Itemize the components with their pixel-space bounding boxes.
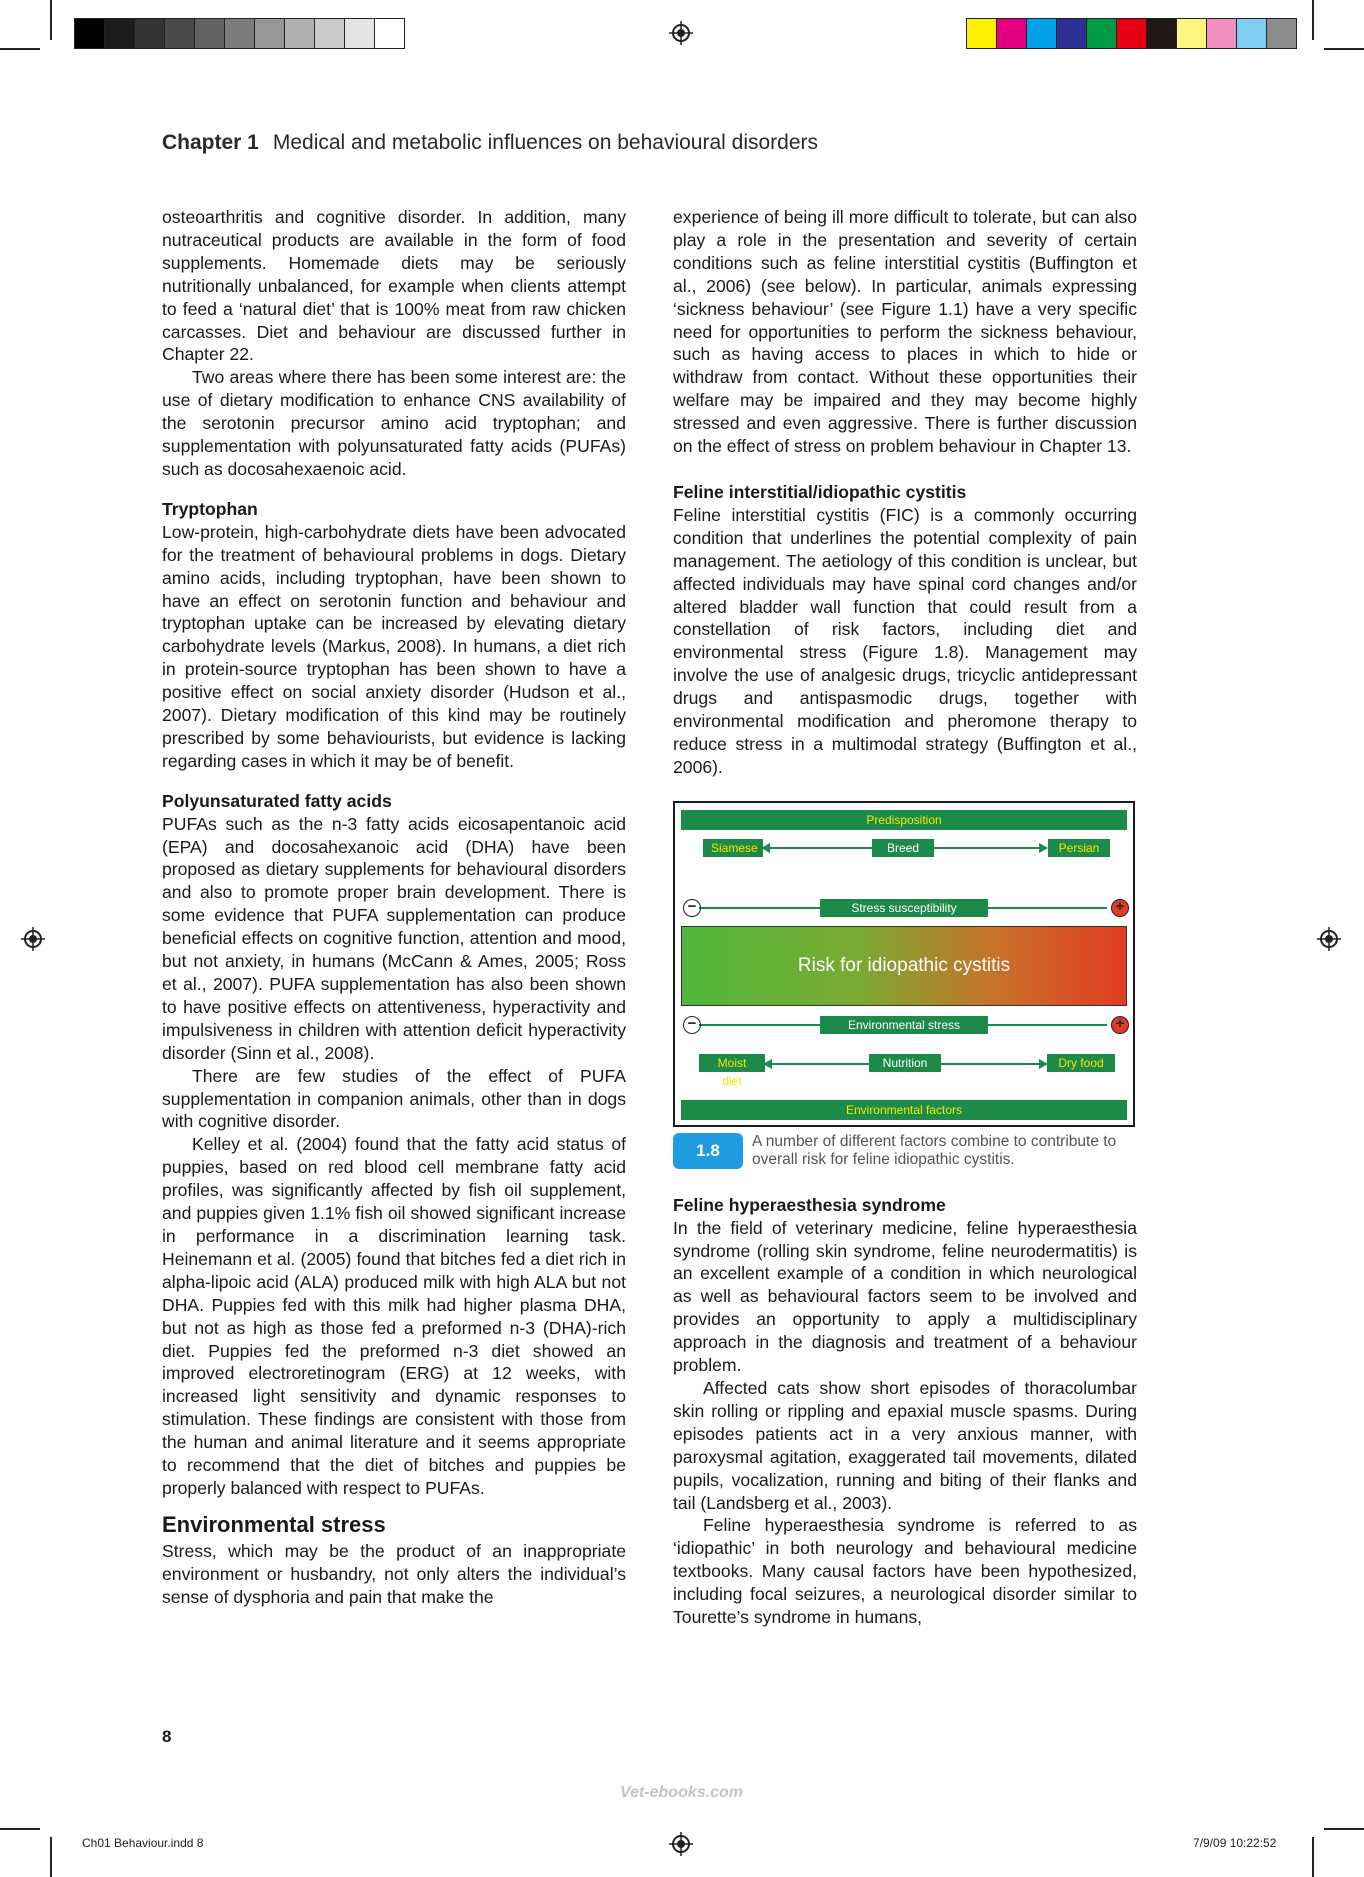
color-swatch: [225, 19, 255, 48]
gray-swatch-strip: [74, 18, 405, 49]
color-swatch: [255, 19, 285, 48]
color-swatch: [1177, 19, 1207, 48]
watermark: Vet-ebooks.com: [620, 1784, 743, 1801]
plus-icon: +: [1111, 1016, 1129, 1034]
color-swatch: [1147, 19, 1177, 48]
crop-mark: [50, 1837, 52, 1877]
risk-gradient-box: Risk for idiopathic cystitis: [681, 926, 1127, 1006]
color-swatch: [1207, 19, 1237, 48]
environmental-factors-bar: Environmental factors: [681, 1100, 1127, 1120]
figure-1-8-diagram: [673, 801, 1135, 1127]
paragraph: Stress, which may be the product of an inappropriate environment or husbandry, not only alters the individual’s sense of dysphoria and pain that make the: [162, 1540, 626, 1607]
moist-diet-label: Moist diet: [699, 1054, 765, 1072]
paragraph: Two areas where there has been some interest are: the use of dietary modification to enhance CNS availability of the serotonin precursor amino acid tryptophan; and supplementation with polyunsaturated fatty acids (PUFAs) such as docosahexaenoic acid.: [162, 367, 626, 479]
paragraph: Affected cats show short episodes of thoracolumbar skin rolling or rippling and epaxial muscle spasms. During episodes patients act in a very anxious manner, with paroxysmal agitation, exaggerated tail movements, dilated pupils, vocalization, running and biting of their flanks and tail (Landsberg et al., 2003).: [673, 1378, 1137, 1513]
registration-mark-icon: [21, 927, 45, 951]
stress-susceptibility-label: Stress susceptibility: [820, 899, 988, 917]
color-swatch: [1237, 19, 1267, 48]
crop-mark: [1324, 1828, 1364, 1830]
chapter-label: Chapter 1: [162, 131, 259, 154]
section-heading: Tryptophan: [162, 498, 258, 519]
color-swatch: [195, 19, 225, 48]
registration-mark-icon: [669, 1832, 693, 1856]
nutrition-label: Nutrition: [869, 1054, 941, 1072]
page-number: 8: [162, 1727, 172, 1746]
left-column: [162, 206, 626, 1609]
color-swatch: [315, 19, 345, 48]
color-swatch: [135, 19, 165, 48]
color-swatch: [1117, 19, 1147, 48]
environmental-stress-label: Environmental stress: [820, 1016, 988, 1034]
paragraph: Feline hyperaesthesia syndrome is referred to as ‘idiopathic’ in both neurology and behavioural medicine textbooks. Many causal factors have been hypothesized, including focal seizures, a neurological disorder similar to Tourette’s syndrome in humans,: [673, 1515, 1137, 1628]
persian-label: Persian: [1048, 839, 1110, 857]
color-swatch: [997, 19, 1027, 48]
dry-food-label: Dry food: [1047, 1054, 1115, 1072]
paragraph: Kelley et al. (2004) found that the fatty acid status of puppies, based on red blood cell membrane fatty acid profiles, was significantly affected by fish oil supplement, and puppies given 1.1% fish oil showed significant increase in performance in a discrimination learning task. Heinemann et al. (2005) found that bitches fed a diet rich in alpha-lipoic acid (ALA) produced milk with high ALA but not DHA. Puppies fed with this milk had higher plasma DHA, but not as high as those fed a preformed n-3 (DHA)-rich diet. Puppies fed the preformed n-3 diet showed an improved electroretinogram (ERG) at 12 weeks, with increased light sensitivity and dynamic responses to stimulation. These findings are consistent with those from the human and animal literature and it seems appropriate to recommend that the diet of bitches and puppies be properly balanced with respect to PUFAs.: [162, 1134, 626, 1498]
section-heading: Environmental stress: [162, 1511, 386, 1537]
color-swatch: [1267, 19, 1296, 48]
crop-mark: [1312, 1837, 1314, 1877]
color-swatch: [345, 19, 375, 48]
crop-mark: [50, 0, 52, 40]
color-swatch: [75, 19, 105, 48]
color-swatch: [165, 19, 195, 48]
color-swatch: [285, 19, 315, 48]
siamese-label: Siamese: [703, 839, 763, 857]
color-swatch: [967, 19, 997, 48]
crop-mark: [0, 1828, 40, 1830]
section-heading: Feline hyperaesthesia syndrome: [673, 1194, 946, 1215]
date-slug: 7/9/09 10:22:52: [1193, 1836, 1277, 1850]
running-head: [162, 131, 818, 155]
crop-mark: [1324, 48, 1364, 50]
figure-caption: [673, 1133, 1137, 1170]
crop-mark: [0, 48, 40, 50]
color-swatch: [105, 19, 135, 48]
plus-icon: +: [1111, 899, 1129, 917]
paragraph: In the field of veterinary medicine, feline hyperaesthesia syndrome (rolling skin syndrome, feline neurodermatitis) is an excellent example of a condition in which neurological as well as behavioural factors seem to be involved and provides an opportunity to apply a multidisciplinary approach in the diagnosis and treatment of a behaviour problem.: [673, 1217, 1137, 1376]
paragraph: Feline interstitial cystitis (FIC) is a commonly occurring condition that underlines the potential complexity of pain management. The aetiology of this condition is unclear, but affected individuals may have spinal cord changes and/or altered bladder wall function that could result from a constellation of risk factors, including diet and environmental stress (Figure 1.8). Management may involve the use of analgesic drugs, tricyclic antidepressant drugs and antispasmodic drugs, together with environmental modification and pheromone therapy to reduce stress in a multimodal strategy (Buffington et al., 2006).: [673, 504, 1137, 777]
color-swatch: [375, 19, 404, 48]
breed-label: Breed: [872, 839, 934, 857]
paragraph: There are few studies of the effect of PUFA supplementation in companion animals, other than in dogs with cognitive disorder.: [162, 1065, 626, 1132]
paragraph: PUFAs such as the n-3 fatty acids eicosapentanoic acid (EPA) and docosahexanoic acid (DHA) have been proposed as dietary supplements for behavioural disorders and also to promote proper brain development. There is some evidence that PUFA supplementation can produce beneficial effects on cognitive function, attention and mood, but not anxiety, in humans (McCann & Ames, 2005; Ross et al., 2007). PUFA supplementation has also been shown to have positive effects on attentiveness, hyperactivity and impulsiveness in children with attention deficit hyperactivity disorder (Sinn et al., 2008).: [162, 813, 626, 1063]
chapter-title: Medical and metabolic influences on behavioural disorders: [272, 131, 819, 154]
registration-mark-icon: [669, 21, 693, 45]
color-swatch: [1087, 19, 1117, 48]
paragraph: osteoarthritis and cognitive disorder. In addition, many nutraceutical products are available in the form of food supplements. Homemade diets may be seriously nutritionally unbalanced, for example when clients attempt to feed a ‘natural diet’ that is 100% meat from raw chicken carcasses. Diet and behaviour are discussed further in Chapter 22.: [162, 207, 626, 365]
color-swatch: [1057, 19, 1087, 48]
color-swatch-strip: [966, 18, 1297, 49]
minus-icon: −: [683, 1016, 701, 1034]
figure-number-badge: 1.8: [673, 1133, 743, 1169]
section-heading: Feline interstitial/idiopathic cystitis: [673, 481, 967, 502]
section-heading: Polyunsaturated fatty acids: [162, 790, 392, 811]
right-column: [673, 206, 1137, 1629]
file-slug: Ch01 Behaviour.indd 8: [82, 1836, 204, 1850]
paragraph: experience of being ill more difficult to tolerate, but can also play a role in the presentation and severity of certain conditions such as feline interstitial cystitis (Buffington et al., 2006) (see below). In particular, animals expressing ‘sickness behaviour’ (see Figure 1.1) have a very specific need for opportunities to perform the sickness behaviour, such as having access to places in which to hide or withdraw from contact. Without these opportunities their welfare may be impaired and they may become highly stressed and even aggressive. There is further discussion on the effect of stress on problem behaviour in Chapter 13.: [673, 207, 1137, 457]
crop-mark: [1312, 0, 1314, 40]
caption-text: A number of different factors combine to contribute to overall risk for feline idiopathic cystitis.: [752, 1132, 1117, 1169]
arrow-right-icon: [1039, 843, 1048, 853]
minus-icon: −: [683, 899, 701, 917]
predisposition-bar: Predisposition: [681, 810, 1127, 830]
paragraph: Low-protein, high-carbohydrate diets have been advocated for the treatment of behavioural problems in dogs. Dietary amino acids, including tryptophan, have been shown to have an effect on serotonin function and behaviour and tryptophan uptake can be increased by elevating dietary carbohydrate levels (Markus, 2008). In humans, a diet rich in protein-source tryptophan has been shown to have a positive effect on social anxiety disorder (Hudson et al., 2007). Dietary modification of this kind may be routinely prescribed by some behaviourists, but evidence is lacking regarding cases in which it may be of benefit.: [162, 521, 626, 771]
registration-mark-icon: [1317, 927, 1341, 951]
color-swatch: [1027, 19, 1057, 48]
